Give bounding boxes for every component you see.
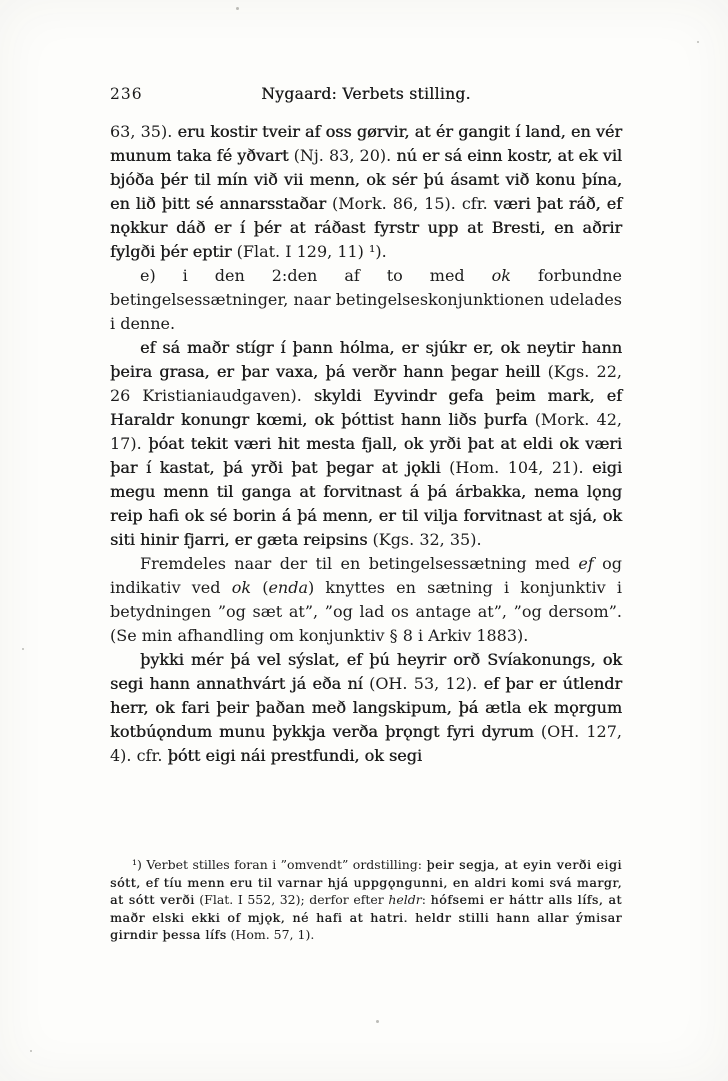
text-run: 63, 35). xyxy=(110,122,178,141)
text-run: ( xyxy=(251,578,269,597)
running-title: Nygaard: Verbets stilling. xyxy=(261,85,471,103)
text-run: (Nj. 83, 20). xyxy=(288,146,397,165)
oldnorse-run: þóat tekit væri hit mesta fjall, ok yrði þat at eldi ok væri þar í kastat, þá yrði þat þegar at jǫkli xyxy=(110,434,622,477)
text-run: : xyxy=(421,892,431,907)
scan-speck xyxy=(376,1020,379,1023)
text-run: e) i den 2:den af to med xyxy=(140,266,492,285)
scan-speck xyxy=(22,648,24,650)
text-run: (Kgs. 32, 35). xyxy=(367,530,482,549)
paragraph xyxy=(110,264,622,336)
footnote xyxy=(110,856,622,944)
page-number: 236 xyxy=(110,85,143,103)
oldnorse-run: eigi megu menn til ganga at forvitnast á þá árbakka, nema lǫng reip hafi ok sé borin á þá menn, er til vilja forvitnast at sjá, ok siti hinir fjarri, er gæta reipsins xyxy=(110,458,622,549)
italic-run: ok xyxy=(231,578,252,597)
page-header xyxy=(110,84,622,104)
oldnorse-run: nú er sá einn kostr, at ek vil bjóða þér til mín við vii menn, ok sér þú ásamt við konu þína, en lið þitt sé annarsstaðar xyxy=(110,146,623,213)
text-run: og indikativ ved xyxy=(110,554,622,597)
paragraph xyxy=(110,120,622,264)
paragraph xyxy=(110,648,622,768)
oldnorse-run: væri þat ráð, ef nǫkkur dáð er í þér at ráðast fyrstr upp at Bresti, en aðrir fylgði þér eptir xyxy=(110,194,623,261)
oldnorse-run: eru kostir tveir af oss gørvir, at ér gangit í land, en vér munum taka fé yðvart xyxy=(110,122,622,165)
paragraph xyxy=(110,336,622,552)
text-run: Fremdeles naar der til en betingelsessætning med xyxy=(140,554,579,573)
body-text xyxy=(110,120,622,768)
text-run: forbundne betingelsessætninger, naar betingelseskonjunktionen udelades i denne. xyxy=(110,266,623,333)
text-run: (Flat. I 129, 11) ¹). xyxy=(231,242,387,261)
italic-run: heldr xyxy=(388,892,422,907)
text-run: (Mork. 42, 17). xyxy=(110,410,622,453)
text-run: (Flat. I 552, 32); derfor efter xyxy=(194,892,389,907)
text-run: (Mork. 86, 15). cfr. xyxy=(326,194,494,213)
text-run: (Hom. 104, 21). xyxy=(440,458,593,477)
paragraph xyxy=(110,552,622,648)
text-run: (OH. 53, 12). xyxy=(362,674,484,693)
text-run: (Kgs. 22, 26 Kristianiaudgaven). xyxy=(110,362,623,405)
text-run: ) knyttes en sætning i konjunktiv i betydningen ”og sæt at”, ”og lad os antage at”, ”og dersom”. (Se min afhandling om konjunktiv § 8 i Arkiv 1883). xyxy=(110,578,623,645)
italic-run: ef xyxy=(578,554,594,573)
oldnorse-run: skyldi Eyvindr gefa þeim mark, ef Haraldr konungr kœmi, ok þóttist hann liðs þurfa xyxy=(110,386,623,429)
oldnorse-run: ef þar er útlendr herr, ok fari þeir þaðan með langskipum, þá ætla ek mǫrgum kotbúǫndum munu þykkja verða þrǫngt fyri dyrum xyxy=(110,674,623,741)
emphasized-run: þeir segja, at eyin verði eigi sótt, ef tíu menn eru til varnar hjá uppgǫngunni, en aldri komi svá margr, at sótt verði xyxy=(110,857,622,907)
emphasized-run: hófsemi er háttr alls lífs, at maðr elski ekki of mjǫk, né hafi at hatri. heldr stilli hann allar ýmisar girndir þessa lífs xyxy=(110,892,622,942)
italic-run: enda xyxy=(268,578,309,597)
text-run: (OH. 127, 4). cfr. xyxy=(110,722,622,765)
scan-speck xyxy=(236,7,239,10)
oldnorse-run: þykki mér þá vel sýslat, ef þú heyrir orð Svíakonungs, ok segi hann annathvárt já eða ní xyxy=(110,650,622,693)
oldnorse-run: þótt eigi nái prestfundi, ok segi xyxy=(167,746,422,765)
footnote-text xyxy=(110,856,622,944)
scan-speck xyxy=(30,1050,32,1052)
text-run: (Hom. 57, 1). xyxy=(226,927,315,942)
italic-run: ok xyxy=(491,266,511,285)
oldnorse-run: ef sá maðr stígr í þann hólma, er sjúkr er, ok neytir hann þeira grasa, er þar vaxa, þá verðr hann þegar heill xyxy=(110,338,622,381)
text-run: ¹) Verbet stilles foran i ”omvendt” ordstilling: xyxy=(132,857,427,872)
scan-speck xyxy=(697,41,699,43)
